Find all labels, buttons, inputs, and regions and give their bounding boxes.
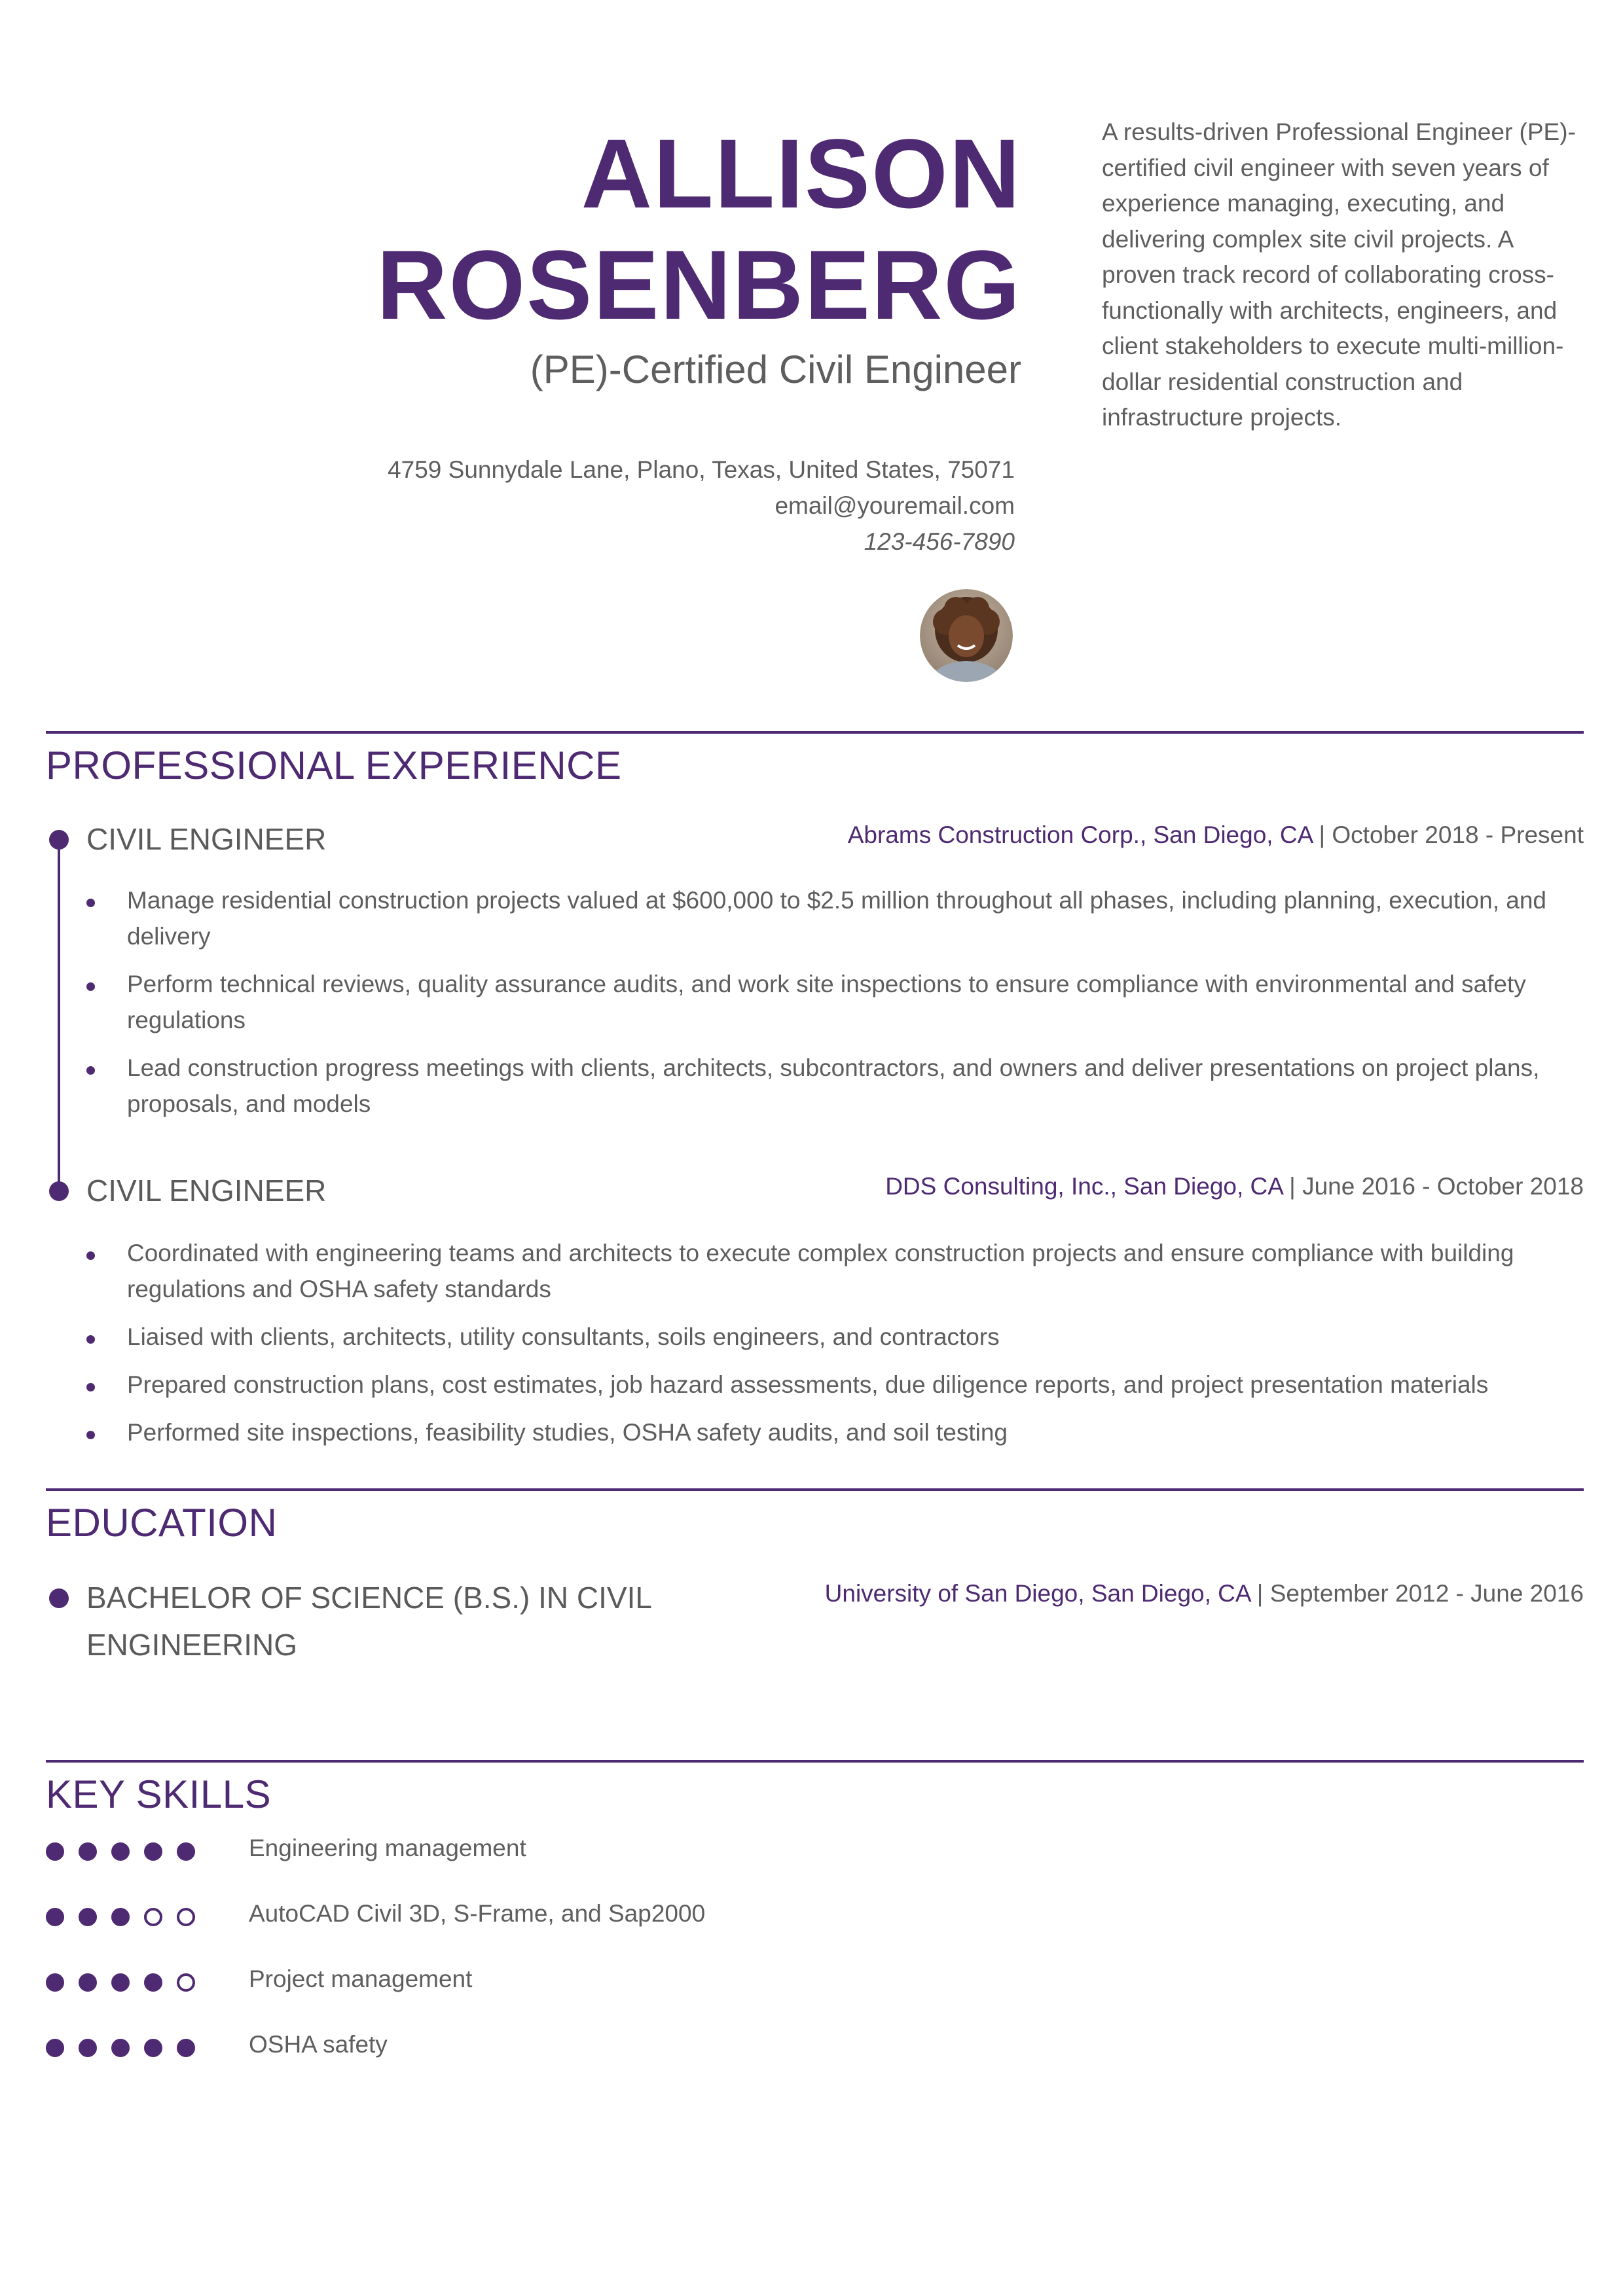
rating-dot-filled-icon (46, 2039, 64, 2057)
employer: DDS Consulting, Inc., San Diego, CA (885, 1173, 1283, 1200)
bullet-icon (86, 982, 95, 991)
skill-rating (46, 1908, 210, 1926)
profile-photo-icon (920, 589, 1013, 682)
school: University of San Diego, San Diego, CA (824, 1580, 1250, 1607)
list-item: Performed site inspections, feasibility studies, OSHA safety audits, and soil testing (86, 1414, 1579, 1450)
bullet-icon (86, 1383, 95, 1391)
rating-dot-filled-icon (79, 1908, 97, 1926)
rating-dot-filled-icon (177, 1842, 195, 1861)
bullet-icon (86, 899, 95, 907)
rating-dot-filled-icon (177, 2039, 195, 2057)
rating-dot-empty-icon (144, 1908, 162, 1926)
rating-dot-filled-icon (111, 1908, 130, 1926)
bullet-icon (86, 1066, 95, 1075)
skill-rating (46, 1842, 210, 1861)
avatar (920, 589, 1013, 682)
rating-dot-filled-icon (46, 1973, 64, 1992)
contact-info (262, 452, 1015, 560)
section-title-education: EDUCATION (46, 1501, 278, 1545)
timeline-dot (49, 830, 69, 850)
job-meta (848, 821, 1584, 849)
rating-dot-filled-icon (46, 1908, 64, 1926)
list-item: Lead construction progress meetings with clients, architects, subcontractors, and owners and deliver presentations on project plans, proposals, and models (86, 1050, 1579, 1122)
name-first: ALLISON (581, 118, 1021, 228)
rating-dot-filled-icon (79, 2039, 97, 2057)
list-item: Liaised with clients, architects, utility consultants, soils engineers, and contractors (86, 1319, 1579, 1355)
section-title-experience: PROFESSIONAL EXPERIENCE (46, 744, 622, 787)
address: 4759 Sunnydale Lane, Plano, Texas, United States, 75071 (388, 456, 1015, 483)
job-bullets (86, 882, 1579, 1134)
rating-dot-filled-icon (111, 1842, 130, 1861)
job-role: CIVIL ENGINEER (86, 1174, 327, 1208)
job-meta (885, 1173, 1584, 1200)
candidate-name (367, 118, 1021, 340)
list-item: Prepared construction plans, cost estimates, job hazard assessments, due diligence reports, and project presentation materials (86, 1367, 1579, 1403)
education-dates: | September 2012 - June 2016 (1250, 1580, 1584, 1607)
timeline-dot (49, 1588, 69, 1608)
job-bullets (86, 1235, 1579, 1462)
timeline-dot (49, 1181, 69, 1201)
phone[interactable]: 123-456-7890 (864, 528, 1015, 555)
section-divider (46, 1760, 1584, 1763)
rating-dot-filled-icon (111, 1973, 130, 1992)
skill-rating (46, 1973, 210, 1992)
rating-dot-filled-icon (79, 1842, 97, 1861)
skill-label: Engineering management (249, 1835, 526, 1861)
skill-row (46, 1900, 831, 1934)
section-divider (46, 731, 1584, 734)
rating-dot-filled-icon (144, 1973, 162, 1992)
skill-row (46, 2031, 831, 2065)
email[interactable]: email@youremail.com (775, 492, 1015, 519)
list-item: Coordinated with engineering teams and architects to execute complex construction projects and ensure compliance with building regulations and OSHA safety standards (86, 1235, 1579, 1307)
professional-summary: A results-driven Professional Engineer (PE)-certified civil engineer with seven years of experience managing, executing, and delivering complex site civil projects. A proven track record of collaborating cross-functionally with architects, engineers, and client stakeholders to execute multi-million-dollar residential construction and infrastructure projects. (1102, 118, 1576, 431)
skill-row (46, 1835, 831, 1869)
education-meta (825, 1580, 1584, 1607)
name-last: ROSENBERG (376, 230, 1021, 340)
bullet-icon (86, 1335, 95, 1344)
degree: BACHELOR OF SCIENCE (B.S.) IN CIVIL ENGINEERING (86, 1581, 651, 1662)
timeline-line (58, 841, 60, 1191)
section-title-skills: KEY SKILLS (46, 1772, 272, 1816)
job-dates: | October 2018 - Present (1312, 821, 1584, 848)
list-item: Manage residential construction projects valued at $600,000 to $2.5 million throughout all phases, including planning, execution, and delivery (86, 882, 1579, 954)
rating-dot-empty-icon (177, 1908, 195, 1926)
skill-rating (46, 2039, 210, 2057)
section-divider (46, 1488, 1584, 1491)
employer: Abrams Construction Corp., San Diego, CA (847, 821, 1313, 848)
skill-row (46, 1965, 831, 2000)
job-dates: | June 2016 - October 2018 (1282, 1173, 1584, 1200)
bullet-icon (86, 1431, 95, 1439)
job-title: (PE)-Certified Civil Engineer (530, 348, 1021, 391)
skill-label: OSHA safety (249, 2031, 388, 2058)
skill-label: Project management (249, 1965, 473, 1992)
rating-dot-filled-icon (144, 2039, 162, 2057)
bullet-icon (86, 1251, 95, 1260)
rating-dot-filled-icon (144, 1842, 162, 1861)
skill-label: AutoCAD Civil 3D, S-Frame, and Sap2000 (249, 1900, 706, 1927)
rating-dot-filled-icon (46, 1842, 64, 1861)
rating-dot-filled-icon (79, 1973, 97, 1992)
rating-dot-empty-icon (177, 1973, 195, 1992)
rating-dot-filled-icon (111, 2039, 130, 2057)
list-item: Perform technical reviews, quality assurance audits, and work site inspections to ensure compliance with environmental and safety regulations (86, 966, 1579, 1038)
job-role: CIVIL ENGINEER (86, 822, 327, 856)
